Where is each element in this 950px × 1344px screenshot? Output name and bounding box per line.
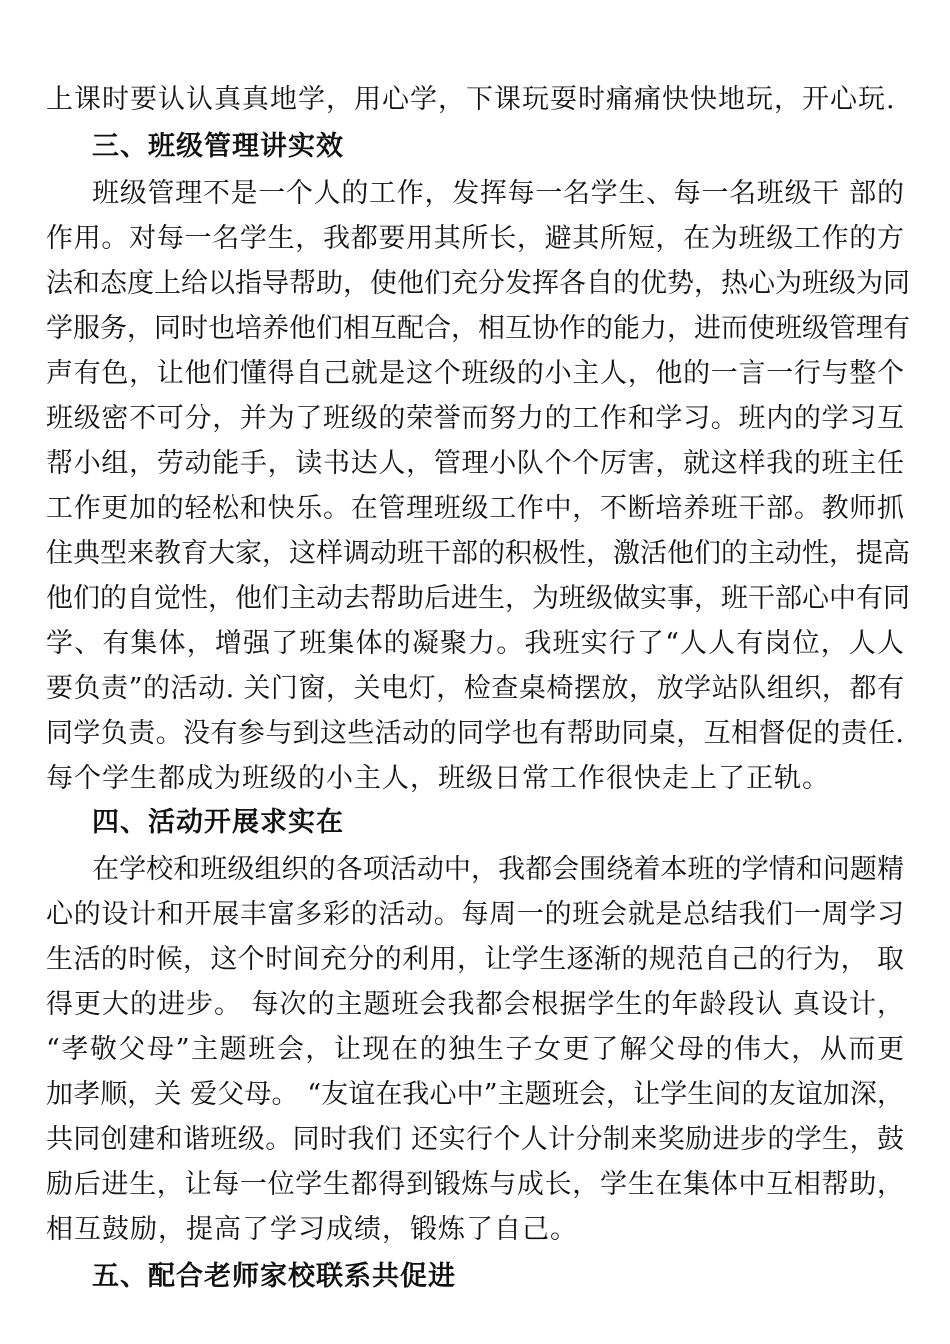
paragraph-line: 在学校和班级组织的各项活动中，我都会围绕着本班的学情和问题精 <box>92 854 904 885</box>
paragraph-line: 加孝顺，关 爱父母。 “友谊在我心中”主题班会，让学生间的友谊加深， <box>46 1079 904 1110</box>
paragraph-line: 共同创建和谐班级。同时我们 还实行个人计分制来奖励进步的学生，鼓 <box>46 1124 904 1155</box>
paragraph-line: 声有色，让他们懂得自己就是这个班级的小主人，他的一言一行与整个 <box>46 358 904 389</box>
section-heading-3: 三、班级管理讲实效 <box>92 131 344 162</box>
paragraph-line: 心的设计和开展丰富多彩的活动。每周一的班会就是总结我们一周学习 <box>46 899 904 930</box>
paragraph-line: 班级密不可分，并为了班级的荣誉而努力的工作和学习。班内的学习互 <box>46 403 904 434</box>
paragraph-line: 同学负责。没有参与到这些活动的同学也有帮助同桌，互相督促的责任. <box>46 718 904 749</box>
paragraph-line: 上课时要认认真真地学，用心学，下课玩耍时痛痛快快地玩，开心玩. <box>46 84 896 115</box>
paragraph-line: 学、有集体，增强了班集体的凝聚力。我班实行了“人人有岗位，人人 <box>46 628 904 659</box>
paragraph-line: 作用。对每一名学生，我都要用其所长，避其所短，在为班级工作的方 <box>46 223 904 254</box>
section-heading-5: 五、配合老师家校联系共促进 <box>92 1261 456 1292</box>
paragraph-line: 法和态度上给以指导帮助，使他们充分发挥各自的优势，热心为班级为同 <box>46 268 910 299</box>
paragraph-line: 要负责”的活动. 关门窗，关电灯，检查桌椅摆放，放学站队组织，都有 <box>46 673 904 704</box>
paragraph-line: 帮小组，劳动能手，读书达人，管理小队个个厉害，就这样我的班主任 <box>46 448 904 479</box>
paragraph-line: 班级管理不是一个人的工作，发挥每一名学生、每一名班级干 部的 <box>92 178 904 209</box>
paragraph-line: 每个学生都成为班级的小主人，班级日常工作很快走上了正轨。 <box>46 763 830 794</box>
paragraph-line: 住典型来教育大家，这样调动班干部的积极性，激活他们的主动性，提高 <box>46 538 910 569</box>
paragraph-line: 得更大的进步。 每次的主题班会我都会根据学生的年龄段认 真设计， <box>46 989 904 1020</box>
paragraph-line: 相互鼓励，提高了学习成绩，锻炼了自己。 <box>46 1214 578 1245</box>
paragraph-line: “孝敬父母”主题班会，让现在的独生子女更了解父母的伟大，从而更 <box>46 1034 904 1065</box>
paragraph-line: 励后进生，让每一位学生都得到锻炼与成长，学生在集体中互相帮助， <box>46 1169 904 1200</box>
section-heading-4: 四、活动开展求实在 <box>92 807 344 838</box>
paragraph-line: 他们的自觉性，他们主动去帮助后进生，为班级做实事，班干部心中有同 <box>46 583 910 614</box>
paragraph-line: 工作更加的轻松和快乐。在管理班级工作中，不断培养班干部。教师抓 <box>46 493 904 524</box>
paragraph-line: 学服务，同时也培养他们相互配合，相互协作的能力，进而使班级管理有 <box>46 313 910 344</box>
paragraph-line: 生活的时候，这个时间充分的利用，让学生逐渐的规范自己的行为， 取 <box>46 944 904 975</box>
